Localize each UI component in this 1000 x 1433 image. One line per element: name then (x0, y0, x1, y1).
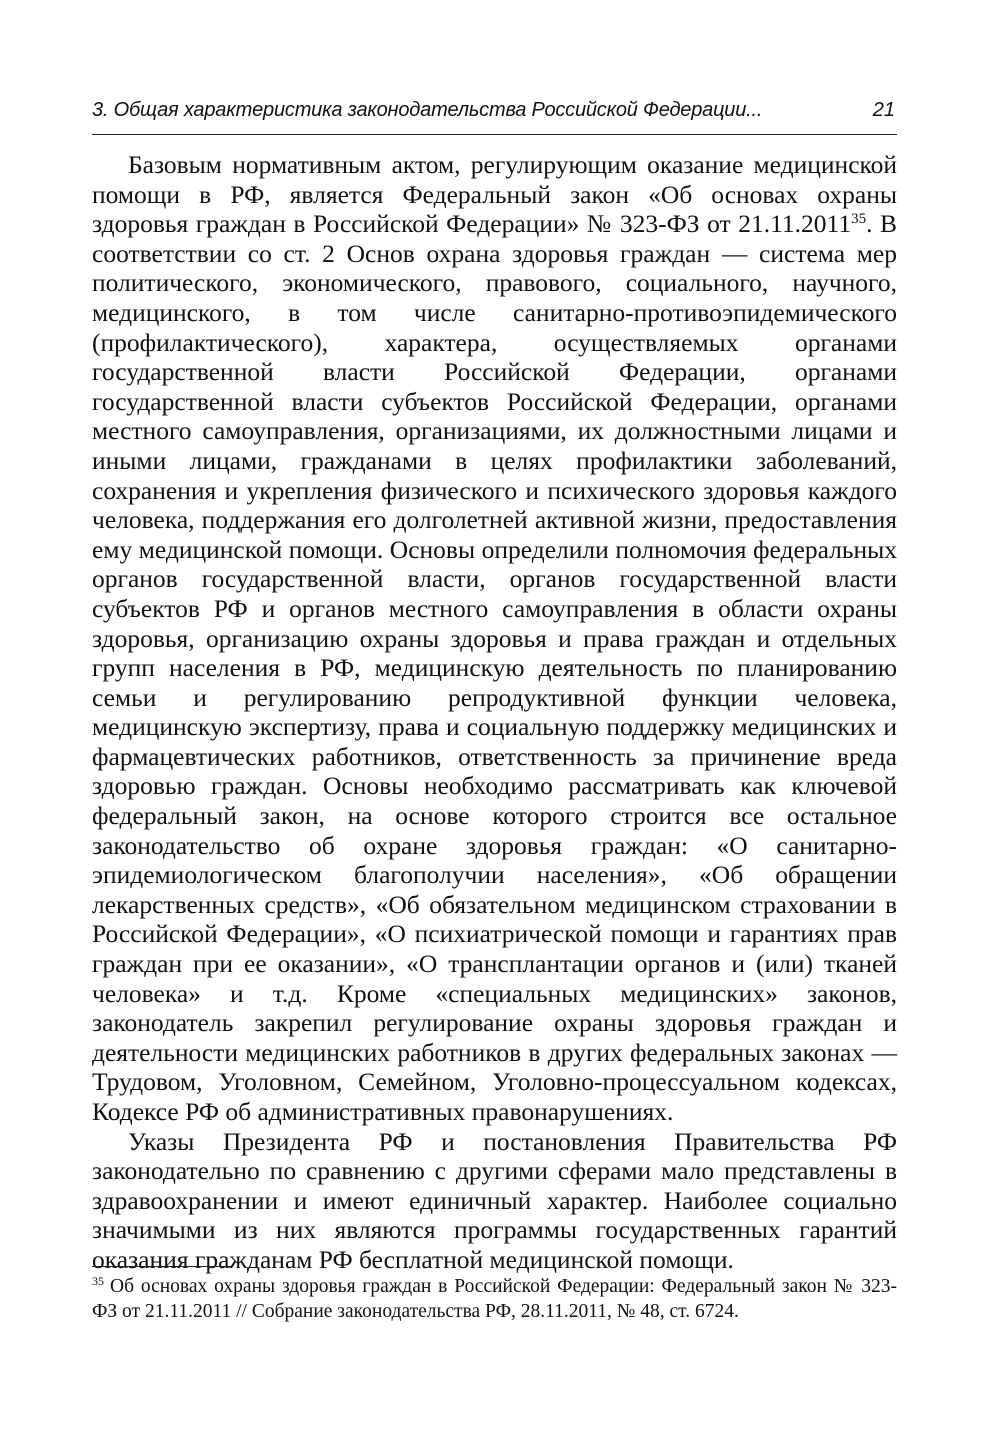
page-number: 21 (872, 99, 895, 121)
paragraph (92, 150, 897, 1127)
running-header (92, 92, 897, 135)
footnote-reference: 35 (851, 211, 867, 228)
footnote-paragraph (92, 1274, 897, 1324)
paragraph: Указы Президента РФ и постановления Правительства РФ законодательно по сравнению с другими сферами мало представлены в здравоохранении и имеют единичный характер. Наиболее социально значимыми из них являются программы государственных гарантий оказания гражданам РФ бесплатной медицинской помощи. (92, 1126, 897, 1274)
footnote (92, 1274, 897, 1324)
running-header-title: 3. Общая характеристика законодательства Российской Федерации... (92, 99, 763, 121)
footnote-text: Об основах охраны здоровья граждан в Российской Федерации: Федеральный закон № 323-ФЗ от 21.11.2011 // Собрание законодательства РФ, 28.11.2011, № 48, ст. 6724. (92, 1276, 897, 1322)
body-text (92, 150, 897, 1275)
footnote-number: 35 (92, 1274, 104, 1288)
paragraph-text: Базовым нормативным актом, регулирующим оказание медицинской помощи в РФ, является Федеральный закон «Об основах охраны здоровья граждан в Российской Федерации» № 323-ФЗ от 21.11.2011 (92, 150, 897, 239)
paragraph-text: . В соответствии со ст. 2 Основ охрана здоровья граждан — система мер политического, экономического, правового, социального, научного, медицинского, в том числе санитарно-противоэпидемического (профилактического), характера, осуществляемых органами государственной власти Российской Федерации, органами государственной власти субъектов Российской Федерации, органами местного самоуправления, организациями, их должностными лицами и иными лицами, гражданами в целях профилактики заболеваний, сохранения и укрепления физического и психического здоровья каждого человека, поддержания его долголетней активной жизни, предоставления ему медицинской помощи. Основы определили полномочия федеральных органов государственной власти, органов государственной власти субъектов РФ и органов местного самоуправления в области охраны здоровья, организацию охраны здоровья и права граждан и отдельных групп населения в РФ, медицинскую деятельность по планированию семьи и регулированию репродуктивной функции человека, медицинскую экспертизу, права и социальную поддержку медицинских и фармацевтических работников, ответственность за причинение вреда здоровью граждан. Основы необходимо рассматривать как ключевой федеральный закон, на основе которого строится все остальное законодательство об охране здоровья граждан: «О санитарно-эпидемиологическом благополучии населения», «Об обращении лекарственных средств», «Об обязательном медицинском страховании в Российской Федерации», «О психиатрической помощи и гарантиях прав граждан при ее оказании», «О трансплантации органов и (или) тканей человека» и т.д. Кроме «специальных медицинских» законов, законодатель закрепил регулирование охраны здоровья граждан и деятельности медицинских работников в других федеральных законах — Трудовом, Уголовном, Семейном, Уголовно-процессуальном кодексах, Кодексе РФ об административных правонарушениях. (92, 209, 897, 1126)
footnote-divider (92, 1266, 232, 1267)
